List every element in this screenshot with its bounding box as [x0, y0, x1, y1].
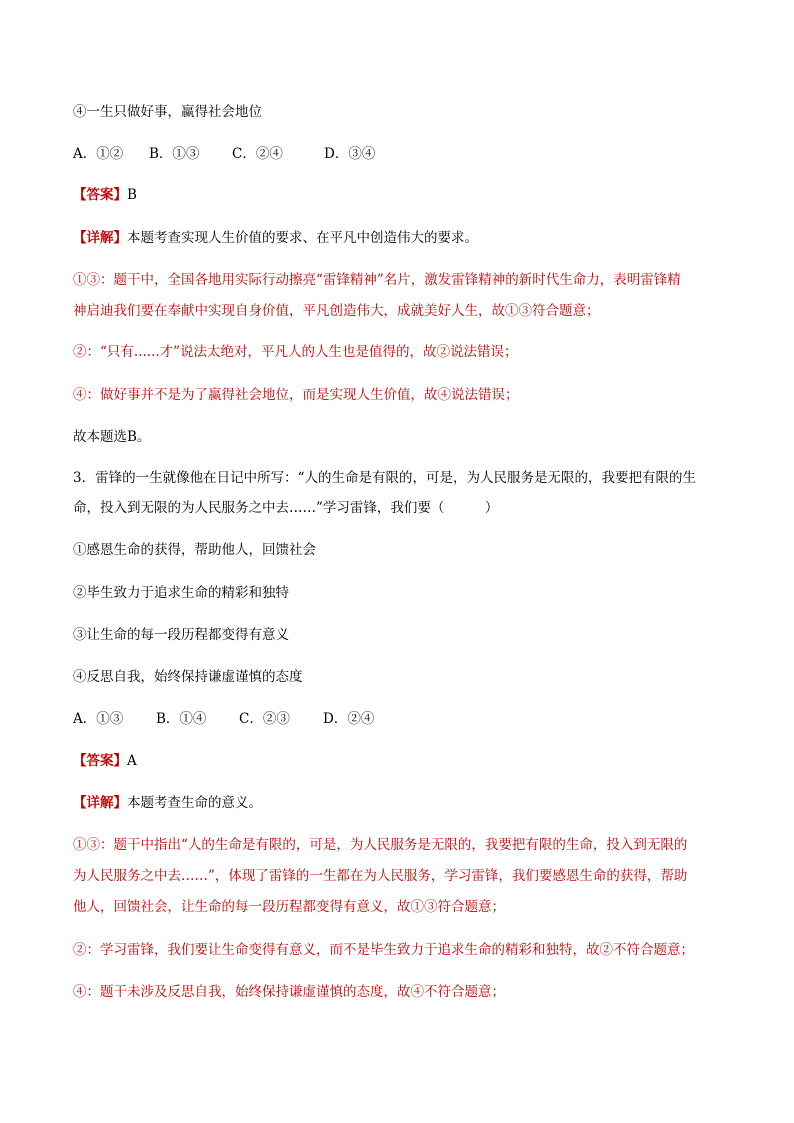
- q2-detail-tag: 【详解】: [73, 230, 127, 246]
- q3-analysis-line: ②：学习雷锋，我们要让生命变得有意义，而不是毕生致力于追求生命的精彩和独特，故②不符合题意；: [73, 942, 694, 958]
- q3-analysis-line: ④：题干未涉及反思自我，始终保持谦虚谨慎的态度，故④不符合题意；: [73, 984, 505, 1000]
- q3-analysis-line: ①③：题干中指出“人的生命是有限的，可是，为人民服务是无限的，我要把有限的生命，投入到无限的: [73, 837, 688, 853]
- q2-choice-b: B．①③: [149, 146, 200, 162]
- q3-option-2: ②毕生致力于追求生命的精彩和独特: [73, 585, 289, 601]
- q2-answer: [73, 186, 733, 204]
- q3-option-4: ④反思自我，始终保持谦虚谨慎的态度: [73, 669, 303, 685]
- q3-analysis-line: 他人，回馈社会，让生命的每一段历程都变得有意义，故①③符合题意；: [73, 899, 505, 915]
- q3-answer-tag: 【答案】: [73, 753, 127, 769]
- q2-conclusion: 故本题选B。: [73, 429, 151, 445]
- q2-answer-tag: 【答案】: [73, 187, 127, 203]
- q3-stem-line: 命，投入到无限的为人民服务之中去……”学习雷锋，我们要（ ）: [73, 500, 499, 516]
- q3-detail-tag: 【详解】: [73, 795, 127, 811]
- q3-choice-a: A．①③: [73, 711, 124, 727]
- q2-analysis-line: ②：“只有......才”说法太绝对，平凡人的人生也是值得的，故②说法错误；: [73, 344, 518, 360]
- q2-choice-a: A．①②: [73, 146, 124, 162]
- q2-analysis-line: ④：做好事并不是为了赢得社会地位，而是实现人生价值，故④说法错误；: [73, 387, 519, 403]
- q2-answer-value: B: [127, 187, 137, 203]
- q2-option-4: ④一生只做好事，赢得社会地位: [73, 104, 262, 120]
- q3-choices: [73, 710, 733, 728]
- q2-analysis-line: ①③：题干中，全国各地用实际行动擦亮“雷锋精神”名片，激发雷锋精神的新时代生命力，表明雷锋精: [73, 272, 681, 288]
- q3-analysis-line: 为人民服务之中去……”，体现了雷锋的一生都在为人民服务，学习雷锋，我们要感恩生命的获得，帮助: [73, 868, 688, 884]
- q3-stem-line: 3．雷锋的一生就像他在日记中所写：“人的生命是有限的，可是，为人民服务是无限的，我要把有限的生: [73, 470, 696, 486]
- q3-choice-b: B．①④: [156, 711, 207, 727]
- q3-choice-d: D．②④: [323, 711, 375, 727]
- q3-option-3: ③让生命的每一段历程都变得有意义: [73, 627, 289, 643]
- q3-answer-value: A: [127, 753, 137, 769]
- q2-choices: [73, 145, 733, 163]
- q3-choice-c: C．②③: [239, 711, 290, 727]
- q2-analysis-line: 神启迪我们要在奉献中实现自身价值，平凡创造伟大，成就美好人生，故①③符合题意；: [73, 303, 600, 319]
- q2-detail: [73, 229, 733, 247]
- q3-option-1: ①感恩生命的获得，帮助他人，回馈社会: [73, 542, 316, 558]
- q3-detail-text: 本题考查生命的意义。: [127, 795, 262, 811]
- q2-choice-d: D．③④: [324, 146, 376, 162]
- q2-detail-text: 本题考查实现人生价值的要求、在平凡中创造伟大的要求。: [127, 230, 478, 246]
- q3-detail: [73, 794, 733, 812]
- q2-choice-c: C．②④: [232, 146, 283, 162]
- q3-answer: [73, 752, 733, 770]
